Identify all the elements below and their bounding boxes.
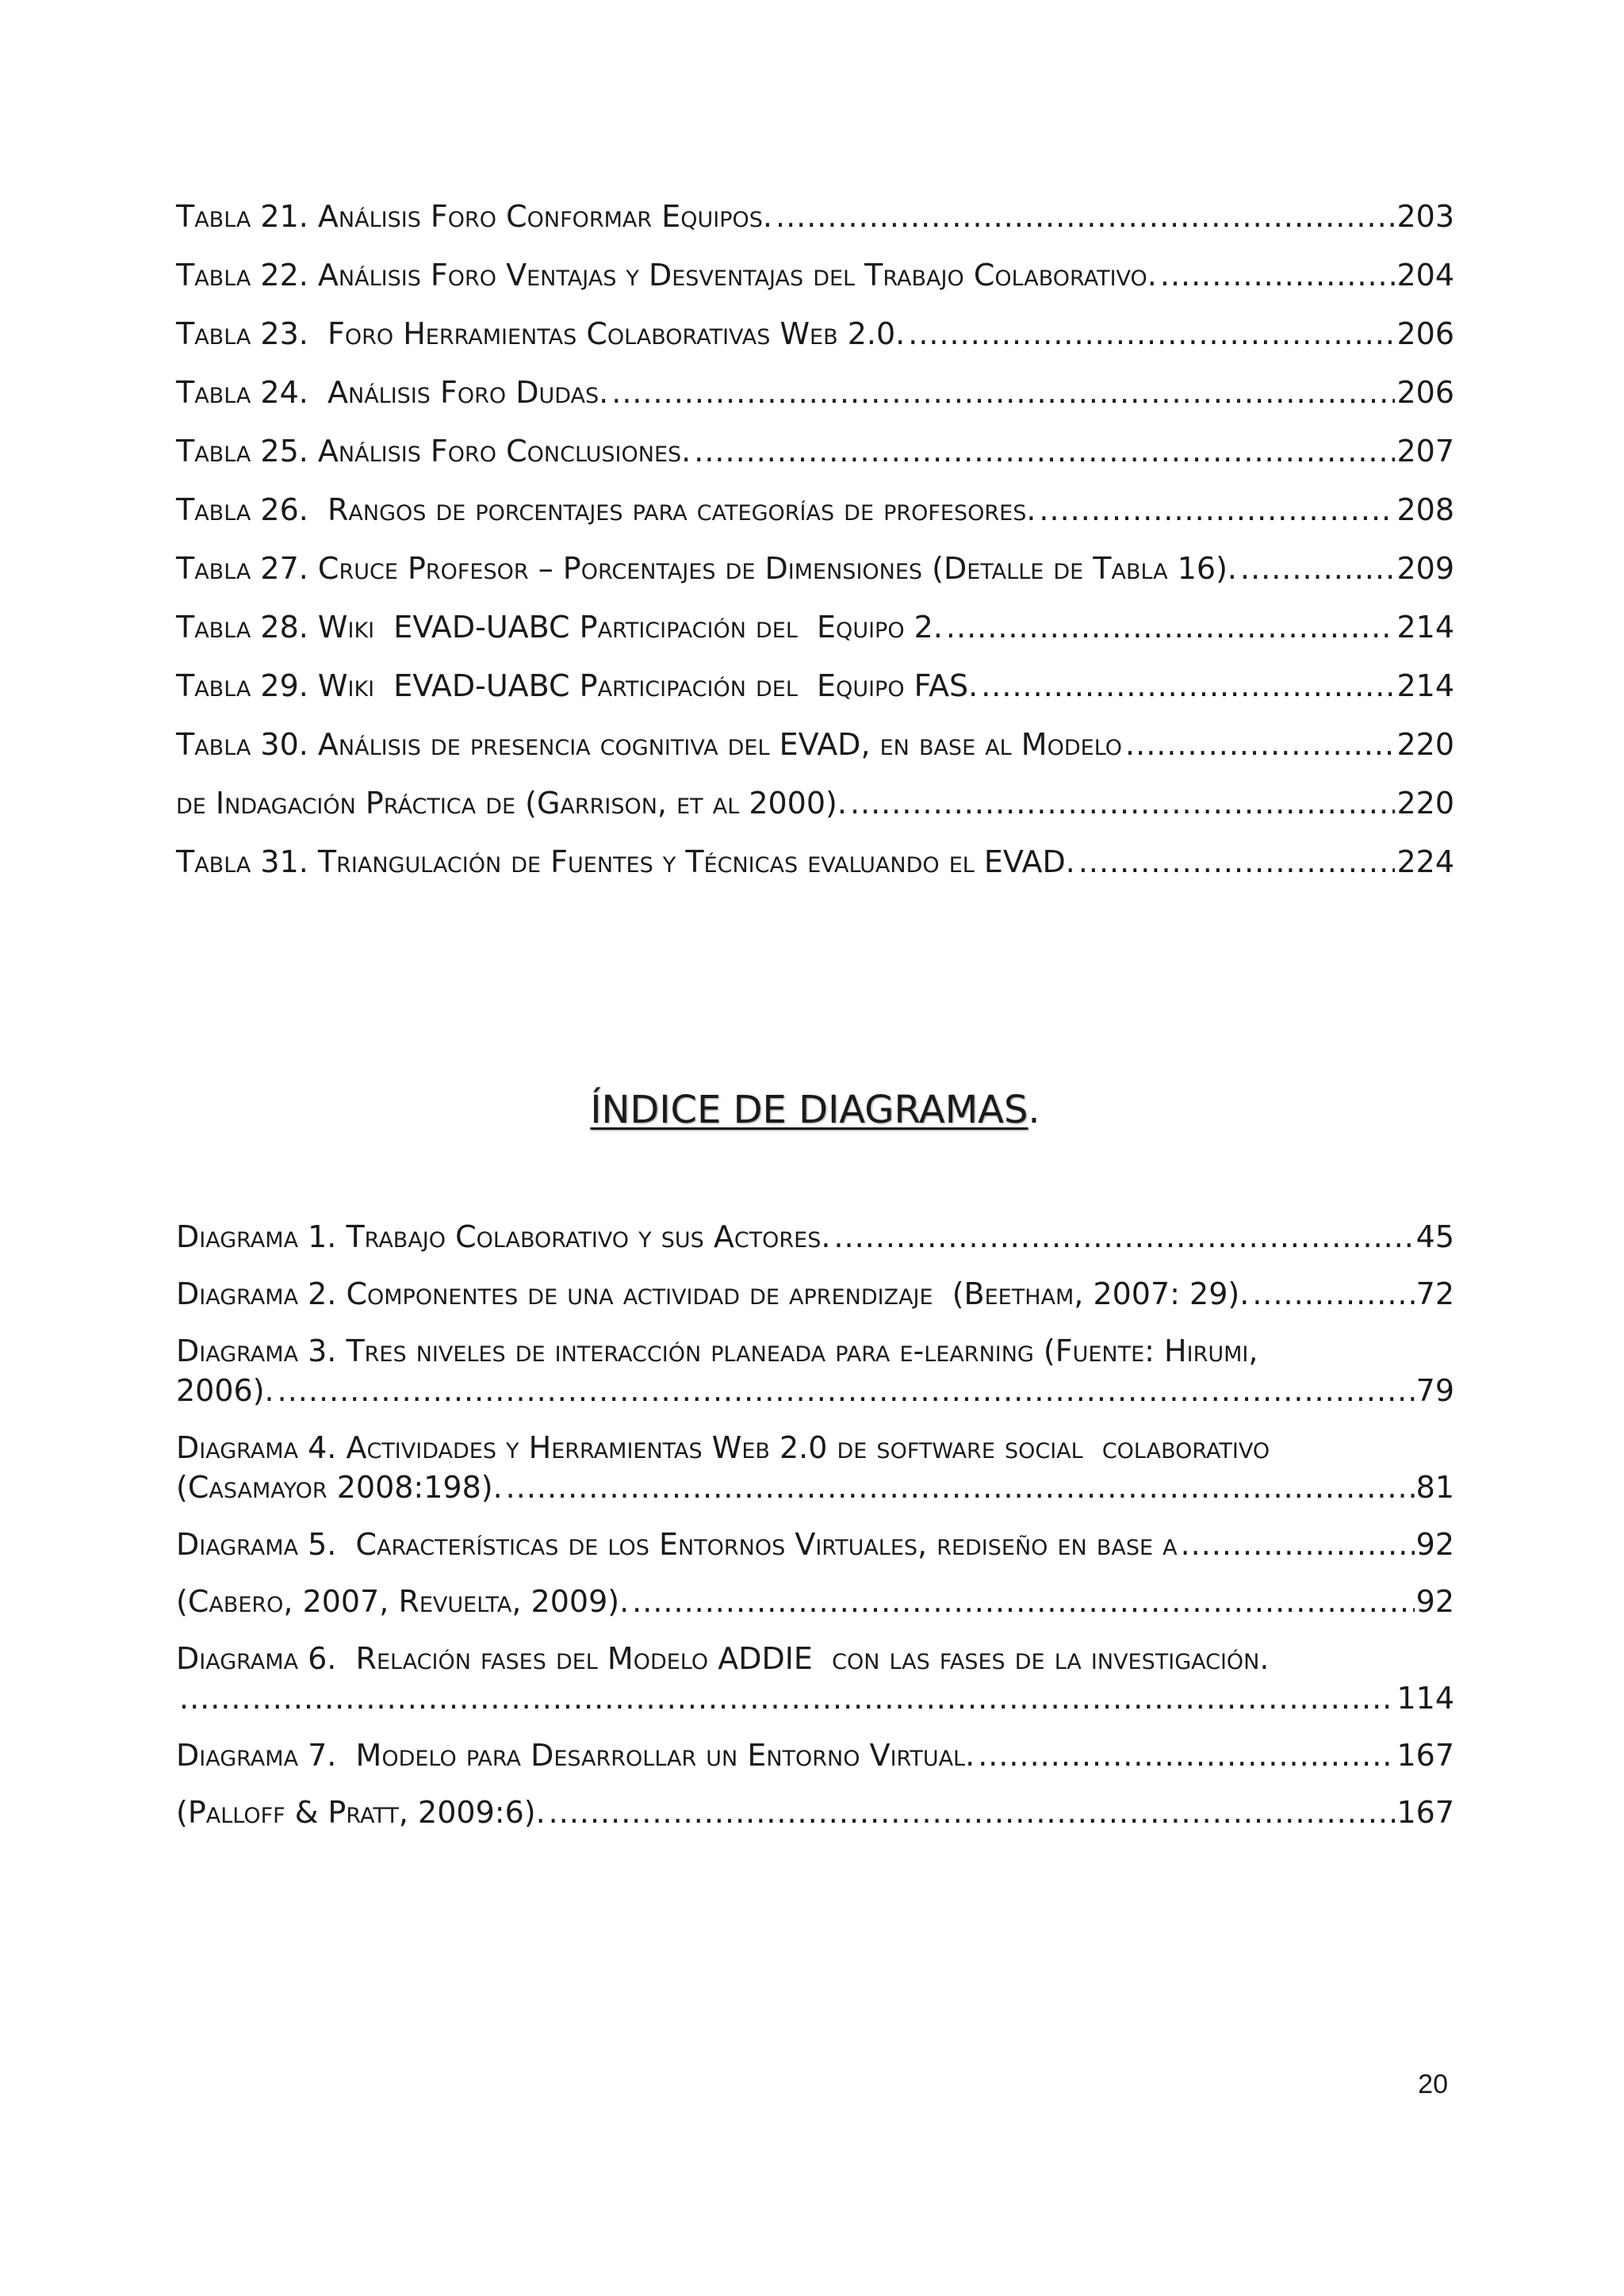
toc-entry[interactable] bbox=[176, 1793, 1454, 1832]
dot-leader bbox=[981, 666, 1395, 706]
toc-page-number: 206 bbox=[1396, 316, 1454, 351]
toc-entry[interactable] bbox=[176, 197, 1454, 236]
toc-page-number: 167 bbox=[1396, 1795, 1454, 1830]
toc-entry-text: Diagrama 1. Trabajo Colaborativo y sus Actores. bbox=[176, 1219, 831, 1254]
toc-page-number: 214 bbox=[1396, 668, 1454, 703]
toc-entry-text: Tabla 30. Análisis de presencia cognitiva del EVAD, en base al Modelo bbox=[176, 727, 1123, 762]
toc-entry-text: Diagrama 7. Modelo para Desarrollar un Entorno Virtual. bbox=[176, 1738, 975, 1773]
toc-entry-text: Tabla 31. Triangulación de Fuentes y Técnicas evaluando el EVAD. bbox=[176, 844, 1075, 879]
page-number: 20 bbox=[1418, 2069, 1448, 2099]
toc-page-number: 92 bbox=[1415, 1527, 1454, 1562]
dot-leader bbox=[549, 1793, 1396, 1832]
dot-leader bbox=[1125, 725, 1395, 764]
toc-entry-text: Tabla 25. Análisis Foro Conclusiones. bbox=[176, 434, 691, 469]
toc-entry[interactable] bbox=[176, 549, 1454, 588]
toc-entry[interactable] bbox=[176, 1274, 1454, 1314]
toc-entry-text: Diagrama 5. Características de los Entornos Virtuales, rediseño en base a bbox=[176, 1527, 1178, 1562]
dot-leader bbox=[776, 197, 1395, 236]
toc-entry[interactable] bbox=[176, 255, 1454, 295]
toc-page-number: 81 bbox=[1415, 1470, 1454, 1505]
dot-leader bbox=[179, 1678, 1395, 1718]
toc-page-number: 203 bbox=[1396, 199, 1454, 234]
toc-page-number: 92 bbox=[1415, 1584, 1454, 1619]
toc-entry[interactable] bbox=[176, 1217, 1454, 1257]
toc-page-number: 214 bbox=[1396, 610, 1454, 645]
toc-entry[interactable] bbox=[176, 783, 1454, 823]
toc-entry[interactable] bbox=[176, 490, 1454, 530]
toc-page-number: 220 bbox=[1396, 786, 1454, 821]
toc-page-number: 72 bbox=[1415, 1276, 1454, 1311]
dot-leader bbox=[611, 373, 1395, 412]
dot-leader bbox=[278, 1371, 1415, 1410]
toc-entry[interactable] bbox=[176, 842, 1454, 882]
toc-page-number: 209 bbox=[1396, 551, 1454, 586]
dot-leader bbox=[1039, 490, 1395, 530]
document-page bbox=[176, 0, 1454, 2296]
table-index-list bbox=[176, 197, 1454, 901]
toc-page-number: 45 bbox=[1415, 1219, 1454, 1254]
dot-leader bbox=[908, 314, 1395, 354]
toc-page-number: 208 bbox=[1396, 492, 1454, 527]
toc-entry[interactable] bbox=[176, 1582, 1454, 1621]
toc-entry-text: Tabla 29. Wiki EVAD-UABC Participación del Equipo FAS. bbox=[176, 668, 979, 703]
dot-leader bbox=[850, 783, 1396, 823]
toc-page-number: 220 bbox=[1396, 727, 1454, 762]
toc-entry-text: de Indagación Práctica de (Garrison, et al 2000). bbox=[176, 786, 847, 821]
toc-entry-text-line1: Diagrama 4. Actividades y Herramientas Web 2.0 de software social colaborativo bbox=[176, 1430, 1270, 1465]
toc-entry-text: Tabla 28. Wiki EVAD-UABC Participación del Equipo 2. bbox=[176, 610, 943, 645]
toc-entry[interactable] bbox=[176, 1639, 1454, 1718]
toc-entry-text: (Casamayor 2008:198). bbox=[176, 1470, 503, 1505]
toc-page-number: 167 bbox=[1396, 1738, 1454, 1773]
dot-leader bbox=[694, 431, 1395, 471]
toc-entry-text: Tabla 21. Análisis Foro Conformar Equipos. bbox=[176, 199, 772, 234]
dot-leader bbox=[632, 1582, 1414, 1621]
toc-page-number: 224 bbox=[1396, 844, 1454, 879]
toc-page-number: 206 bbox=[1396, 375, 1454, 410]
dot-leader bbox=[978, 1735, 1395, 1775]
toc-page-number: 79 bbox=[1415, 1373, 1454, 1408]
toc-entry[interactable] bbox=[176, 1331, 1454, 1410]
toc-entry-text-line1: Diagrama 6. Relación fases del Modelo ADDIE con las fases de la investigación. bbox=[176, 1641, 1270, 1676]
dot-leader bbox=[833, 1217, 1414, 1257]
dot-leader bbox=[1078, 842, 1396, 882]
toc-entry-text: Diagrama 2. Componentes de una actividad de aprendizaje (Beetham, 2007: 29). bbox=[176, 1276, 1250, 1311]
toc-page-number: 207 bbox=[1396, 434, 1454, 469]
toc-entry-text: 2006). bbox=[176, 1373, 274, 1408]
dot-leader bbox=[1160, 255, 1396, 295]
toc-entry[interactable] bbox=[176, 1735, 1454, 1775]
toc-entry[interactable] bbox=[176, 431, 1454, 471]
toc-entry[interactable] bbox=[176, 1525, 1454, 1564]
toc-entry[interactable] bbox=[176, 1428, 1454, 1507]
toc-page-number: 114 bbox=[1396, 1681, 1454, 1716]
toc-entry[interactable] bbox=[176, 666, 1454, 706]
diagram-index-list bbox=[176, 1217, 1454, 1850]
toc-entry-text: Tabla 23. Foro Herramientas Colaborativas Web 2.0. bbox=[176, 316, 906, 351]
dot-leader bbox=[946, 607, 1396, 647]
toc-entry[interactable] bbox=[176, 607, 1454, 647]
diagram-index-heading bbox=[176, 1086, 1454, 1134]
toc-entry[interactable] bbox=[176, 725, 1454, 764]
toc-entry-text: Tabla 22. Análisis Foro Ventajas y Desventajas del Trabajo Colaborativo. bbox=[176, 258, 1157, 293]
dot-leader bbox=[1240, 549, 1395, 588]
toc-entry[interactable] bbox=[176, 373, 1454, 412]
toc-entry-text-line1: Diagrama 3. Tres niveles de interacción planeada para e-learning (Fuente: Hirumi, bbox=[176, 1334, 1258, 1368]
heading-text: ÍNDICE DE DIAGRAMAS bbox=[590, 1088, 1028, 1132]
dot-leader bbox=[506, 1468, 1415, 1507]
dot-leader bbox=[1252, 1274, 1414, 1314]
toc-entry-text: (Cabero, 2007, Revuelta, 2009). bbox=[176, 1584, 630, 1619]
toc-entry-text: Tabla 26. Rangos de porcentajes para categorías de profesores. bbox=[176, 492, 1036, 527]
heading-suffix: . bbox=[1028, 1088, 1040, 1132]
toc-entry[interactable] bbox=[176, 314, 1454, 354]
toc-entry-text: Tabla 24. Análisis Foro Dudas. bbox=[176, 375, 609, 410]
toc-page-number: 204 bbox=[1396, 258, 1454, 293]
dot-leader bbox=[1181, 1525, 1415, 1564]
toc-entry-text: Tabla 27. Cruce Profesor – Porcentajes de Dimensiones (Detalle de Tabla 16). bbox=[176, 551, 1237, 586]
toc-entry-text: (Palloff & Pratt, 2009:6). bbox=[176, 1795, 546, 1830]
